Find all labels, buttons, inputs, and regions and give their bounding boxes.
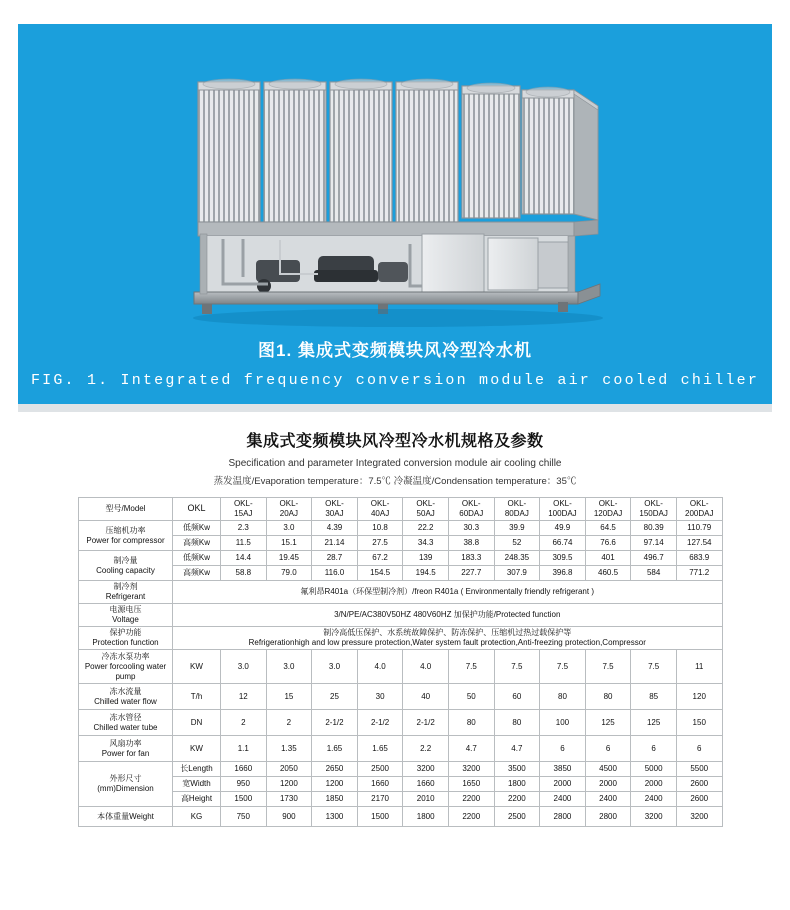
table-header-row [79, 498, 723, 521]
cell: 125 [631, 710, 677, 736]
cell: 28.7 [312, 551, 358, 566]
cell: 30 [357, 684, 403, 710]
cell: 80 [585, 684, 631, 710]
cell: 34.3 [403, 536, 449, 551]
cell: 125 [585, 710, 631, 736]
row-label-water-flow: 冻水流量 Chilled water flow [79, 684, 173, 710]
table-row [79, 710, 723, 736]
cell: 1300 [312, 807, 358, 827]
sub-label: KG [173, 807, 221, 827]
cell: 2 [266, 710, 312, 736]
cell: 27.5 [357, 536, 403, 551]
cell: 248.35 [494, 551, 540, 566]
cell: 14.4 [221, 551, 267, 566]
cell: 4.0 [403, 650, 449, 684]
cell: 2200 [448, 807, 494, 827]
cell: 2050 [266, 762, 312, 777]
model-prefix: OKL- [233, 499, 253, 508]
cell: 40 [403, 684, 449, 710]
cell: 183.3 [448, 551, 494, 566]
cell: 76.6 [585, 536, 631, 551]
cell: 38.8 [448, 536, 494, 551]
cell: 3200 [676, 807, 722, 827]
sub-label: 低频Kw [173, 551, 221, 566]
cell: 7.5 [631, 650, 677, 684]
cell: 21.14 [312, 536, 358, 551]
cell: 7.5 [540, 650, 586, 684]
cell: 120 [676, 684, 722, 710]
cell: 1800 [403, 807, 449, 827]
cell: 1200 [312, 777, 358, 792]
header-model-label: 型号/Model [79, 498, 173, 521]
cell: 154.5 [357, 566, 403, 581]
table-row [79, 581, 723, 604]
cell: 30.3 [448, 521, 494, 536]
cell: 2.2 [403, 736, 449, 762]
header-model-0 [221, 498, 267, 521]
model-suffix: 150DAJ [639, 509, 668, 518]
cell: 3850 [540, 762, 586, 777]
cell: 80 [448, 710, 494, 736]
header-model-4 [403, 498, 449, 521]
cell: 7.5 [585, 650, 631, 684]
cell: 307.9 [494, 566, 540, 581]
model-suffix: 50AJ [416, 509, 435, 518]
cell: 683.9 [676, 551, 722, 566]
model-suffix: 40AJ [370, 509, 390, 518]
cell: 3.0 [312, 650, 358, 684]
cell: 2800 [585, 807, 631, 827]
row-label-refrigerant: 制冷剂 Refrigerant [79, 581, 173, 604]
cell: 2-1/2 [403, 710, 449, 736]
cell: 194.5 [403, 566, 449, 581]
cell: 58.8 [221, 566, 267, 581]
protection-en: Refrigerationhigh and low pressure protection,Water system fault protection,Anti-freezing protection,Compressor [248, 638, 646, 647]
model-suffix: 80DAJ [504, 509, 529, 518]
row-label-compressor-power: 压缩机功率 Power for compressor [79, 521, 173, 551]
header-model-8 [585, 498, 631, 521]
table-row [79, 807, 723, 827]
cell: 22.2 [403, 521, 449, 536]
cell: 60 [494, 684, 540, 710]
cell-protection [173, 627, 723, 650]
cell: 52 [494, 536, 540, 551]
cell: 66.74 [540, 536, 586, 551]
model-prefix: OKL- [644, 499, 663, 508]
cell: 950 [221, 777, 267, 792]
cell: 3.0 [266, 650, 312, 684]
cell: 1500 [221, 792, 267, 807]
cell: 15 [266, 684, 312, 710]
cell: 2500 [357, 762, 403, 777]
header-model-5 [448, 498, 494, 521]
cell: 4.7 [494, 736, 540, 762]
spec-title-en: Specification and parameter Integrated conversion module air cooling chille [228, 458, 562, 469]
model-suffix: 120DAJ [593, 509, 623, 518]
section-divider [18, 404, 772, 412]
cell: 2.3 [221, 521, 267, 536]
cell: 85 [631, 684, 677, 710]
cell: 4.0 [357, 650, 403, 684]
model-suffix: 30AJ [325, 509, 344, 518]
cell: 1200 [266, 777, 312, 792]
cell: 584 [631, 566, 677, 581]
table-row [79, 566, 723, 581]
cell: 2650 [312, 762, 358, 777]
cell: 2500 [494, 807, 540, 827]
model-prefix: OKL- [598, 499, 618, 508]
model-suffix: 100DAJ [548, 509, 577, 518]
table-row [79, 604, 723, 627]
cell: 1.1 [221, 736, 267, 762]
sub-label: KW [173, 736, 221, 762]
cell: 1730 [266, 792, 312, 807]
row-label-weight: 本体重量Weight [79, 807, 173, 827]
header-model-7 [540, 498, 586, 521]
cell: 1.65 [312, 736, 358, 762]
table-row [79, 551, 723, 566]
row-label-cooling-capacity: 制冷量 Cooling capacity [79, 551, 173, 581]
cell: 110.79 [676, 521, 722, 536]
header-model-10 [676, 498, 722, 521]
table-row [79, 777, 723, 792]
figure-caption-en: FIG. 1. Integrated frequency conversion module air cooled chiller [30, 372, 760, 389]
cell: 7.5 [448, 650, 494, 684]
cell: 1.65 [357, 736, 403, 762]
model-prefix: OKL- [279, 499, 299, 508]
cell: 11 [676, 650, 722, 684]
cell: 15.1 [266, 536, 312, 551]
header-model-3 [357, 498, 403, 521]
cell: 7.5 [494, 650, 540, 684]
cell: 2-1/2 [357, 710, 403, 736]
table-row [79, 736, 723, 762]
cell: 401 [585, 551, 631, 566]
cell: 49.9 [540, 521, 586, 536]
cell: 2200 [494, 792, 540, 807]
cell: 309.5 [540, 551, 586, 566]
cell: 6 [585, 736, 631, 762]
table-row [79, 627, 723, 650]
cell: 771.2 [676, 566, 722, 581]
cell: 2010 [403, 792, 449, 807]
cell: 79.0 [266, 566, 312, 581]
table-row [79, 650, 723, 684]
cell: 150 [676, 710, 722, 736]
header-model-1 [266, 498, 312, 521]
sub-label: KW [173, 650, 221, 684]
sub-label: 高频Kw [173, 536, 221, 551]
cell: 1850 [312, 792, 358, 807]
air-cooled-chiller-photo [18, 34, 772, 334]
row-label-dimension: 外形尺寸 (mm)Dimension [79, 762, 173, 807]
cell: 4.7 [448, 736, 494, 762]
cell: 80 [540, 684, 586, 710]
cell: 97.14 [631, 536, 677, 551]
cell: 11.5 [221, 536, 267, 551]
sub-label: 高Height [173, 792, 221, 807]
cell: 5500 [676, 762, 722, 777]
specification-table [78, 497, 723, 827]
table-row [79, 521, 723, 536]
row-label-pump-power: 冷冻水泵功率 Power forcooling water pump [79, 650, 173, 684]
cell: 50 [448, 684, 494, 710]
cell: 12 [221, 684, 267, 710]
spec-titles [0, 428, 790, 487]
cell: 6 [540, 736, 586, 762]
cell: 2400 [585, 792, 631, 807]
model-prefix: OKL- [461, 499, 481, 508]
model-prefix: OKL- [689, 499, 709, 508]
cell: 1660 [357, 777, 403, 792]
cell: 3.0 [221, 650, 267, 684]
cell: 80 [494, 710, 540, 736]
cell: 5000 [631, 762, 677, 777]
figure-caption-cn: 图1. 集成式变频模块风冷型冷水机 [258, 341, 532, 360]
row-label-water-tube: 冻水管径 Chilled water tube [79, 710, 173, 736]
cell: 3200 [448, 762, 494, 777]
table-row [79, 792, 723, 807]
cell: 139 [403, 551, 449, 566]
model-prefix: OKL- [553, 499, 572, 508]
cell: 496.7 [631, 551, 677, 566]
cell: 1660 [221, 762, 267, 777]
cell: 396.8 [540, 566, 586, 581]
cell: 2000 [540, 777, 586, 792]
cell: 2-1/2 [312, 710, 358, 736]
model-suffix: 60DAJ [459, 509, 484, 518]
cell: 900 [266, 807, 312, 827]
figure-hero-panel [18, 24, 772, 404]
cell: 750 [221, 807, 267, 827]
cell: 2800 [540, 807, 586, 827]
sub-label: 低频Kw [173, 521, 221, 536]
cell: 64.5 [585, 521, 631, 536]
cell: 10.8 [357, 521, 403, 536]
cell: 460.5 [585, 566, 631, 581]
cell: 127.54 [676, 536, 722, 551]
table-row [79, 536, 723, 551]
cell: 2170 [357, 792, 403, 807]
row-label-protection: 保护功能 Protection function [79, 627, 173, 650]
model-suffix: 200DAJ [685, 509, 714, 518]
sub-label: 高频Kw [173, 566, 221, 581]
cell: 2000 [585, 777, 631, 792]
spec-title-cn: 集成式变频模块风冷型冷水机规格及参数 [246, 433, 544, 450]
cell: 2 [221, 710, 267, 736]
model-prefix: OKL- [370, 499, 390, 508]
cell: 2200 [448, 792, 494, 807]
cell: 25 [312, 684, 358, 710]
row-label-fan-power: 风扇功率 Power for fan [79, 736, 173, 762]
cell: 6 [631, 736, 677, 762]
spec-conditions: 蒸发温度/Evaporation temperature：7.5℃ 冷凝温度/Condensation temperature：35℃ [213, 476, 577, 487]
model-prefix: OKL- [507, 499, 527, 508]
cell: 4.39 [312, 521, 358, 536]
cell: 2400 [540, 792, 586, 807]
header-model-2 [312, 498, 358, 521]
cell: 80.39 [631, 521, 677, 536]
cell: 19.45 [266, 551, 312, 566]
cell: 6 [676, 736, 722, 762]
cell: 3200 [403, 762, 449, 777]
model-suffix: 15AJ [234, 509, 253, 518]
cell: 1800 [494, 777, 540, 792]
header-model-6 [494, 498, 540, 521]
cell: 1.35 [266, 736, 312, 762]
cell: 116.0 [312, 566, 358, 581]
header-model-9 [631, 498, 677, 521]
sub-label: DN [173, 710, 221, 736]
cell: 67.2 [357, 551, 403, 566]
cell: 3200 [631, 807, 677, 827]
table-row [79, 762, 723, 777]
cell: 100 [540, 710, 586, 736]
cell: 2000 [631, 777, 677, 792]
cell: 2400 [631, 792, 677, 807]
cell-voltage: 3/N/PE/AC380V50HZ 480V60HZ 加保护功能/Protected function [173, 604, 723, 627]
sub-label: 宽Width [173, 777, 221, 792]
cell: 227.7 [448, 566, 494, 581]
table-row [79, 684, 723, 710]
row-label-voltage: 电源电压 Voltage [79, 604, 173, 627]
model-prefix: OKL- [325, 499, 344, 508]
sub-label: 长Length [173, 762, 221, 777]
cell: 2600 [676, 777, 722, 792]
cell: 3.0 [266, 521, 312, 536]
cell: 1660 [403, 777, 449, 792]
cell: 1500 [357, 807, 403, 827]
protection-cn: 制冷高低压保护、水系统故障保护、防冻保护、压缩机过热过载保护等 [323, 628, 572, 637]
cell: 4500 [585, 762, 631, 777]
cell-refrigerant: 氟利昂R401a（环保型制冷剂）/freon R401a ( Environmentally friendly refrigerant ) [173, 581, 723, 604]
cell: 39.9 [494, 521, 540, 536]
cell: 1650 [448, 777, 494, 792]
sub-label: T/h [173, 684, 221, 710]
model-suffix: 20AJ [279, 509, 298, 518]
header-okl: OKL [173, 498, 221, 521]
cell: 2600 [676, 792, 722, 807]
cell: 3500 [494, 762, 540, 777]
model-prefix: OKL- [416, 499, 435, 508]
